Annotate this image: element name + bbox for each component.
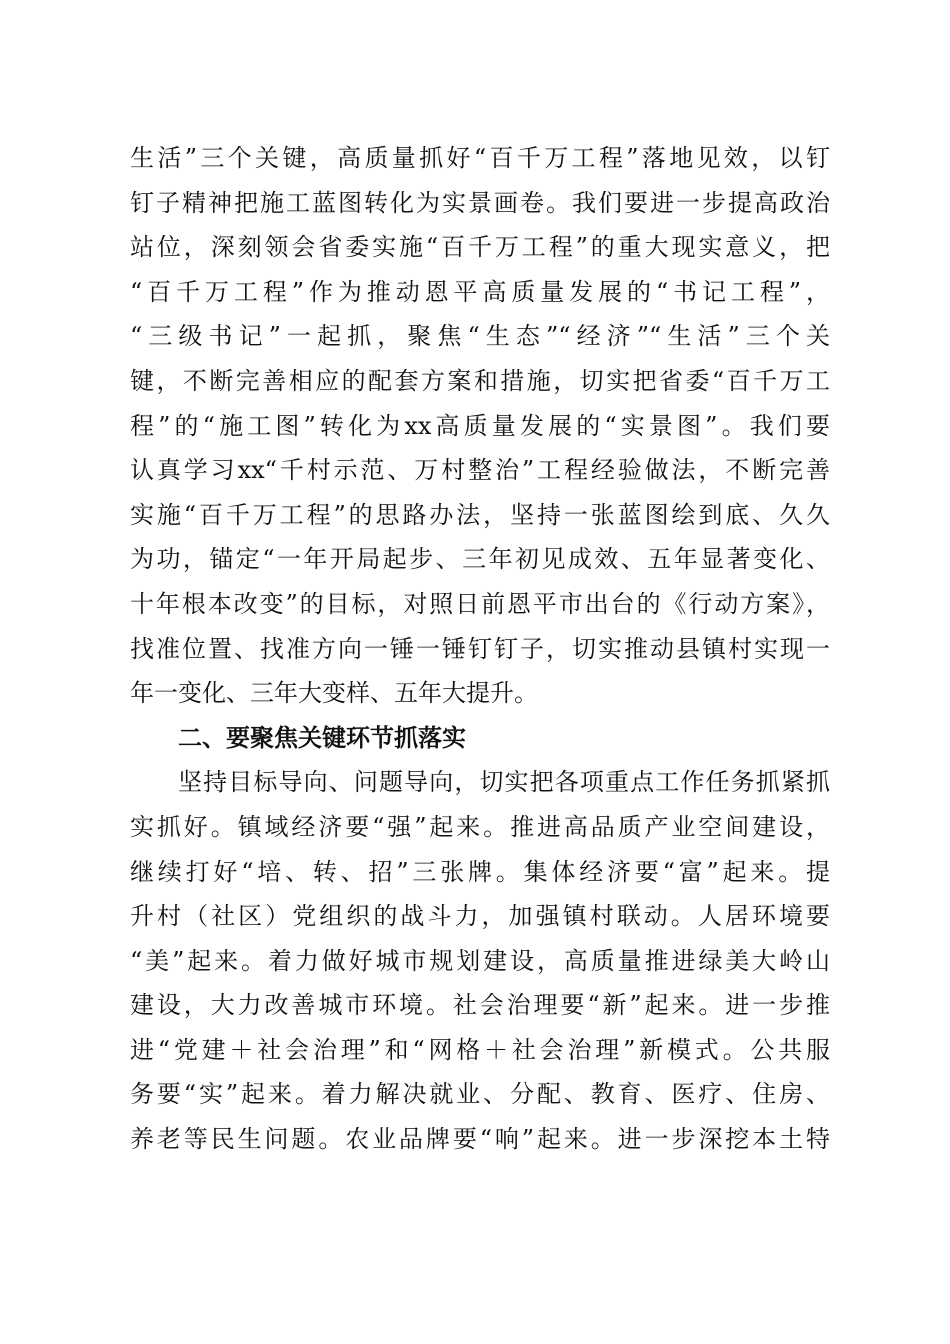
- text-line: 十年根本改变”的目标，对照日前恩平市出台的《行动方案》，: [130, 589, 830, 618]
- text-line: 建设，大力改善城市环境。社会治理要“新”起来。进一步推: [130, 991, 830, 1020]
- text-line: 年一变化、三年大变样、五年大提升。: [130, 679, 538, 708]
- text-line: “百千万工程”作为推动恩平高质量发展的“书记工程”，: [130, 277, 830, 306]
- text-line: 认真学习xx“千村示范、万村整治”工程经验做法，不断完善: [130, 456, 830, 485]
- text-line: 生活”三个关键，高质量抓好“百千万工程”落地见效，以钉: [130, 144, 830, 172]
- text-line: 为功，锚定“一年开局起步、三年初见成效、五年显著变化、: [130, 545, 830, 574]
- paragraph-2: [130, 760, 830, 1161]
- text-line: 继续打好“培、转、招”三张牌。集体经济要“富”起来。提: [130, 857, 830, 886]
- text-line: 升村（社区）党组织的战斗力，加强镇村联动。人居环境要: [130, 902, 830, 931]
- section-heading-text: 二、要聚焦关键环节抓落实: [178, 723, 466, 752]
- text-line: 坚持目标导向、问题导向，切实把各项重点工作任务抓紧抓: [178, 768, 830, 797]
- text-line: 实抓好。镇域经济要“强”起来。推进高品质产业空间建设，: [130, 812, 830, 841]
- text-line: 务要“实”起来。着力解决就业、分配、教育、医疗、住房、: [130, 1080, 830, 1109]
- text-line: 找准位置、找准方向一锤一锤钉钉子，切实推动县镇村实现一: [130, 634, 830, 663]
- text-line: 进“党建＋社会治理”和“网格＋社会治理”新模式。公共服: [130, 1035, 830, 1064]
- text-line: 站位，深刻领会省委实施“百千万工程”的重大现实意义，把: [130, 233, 830, 262]
- text-line: “三级书记”一起抓，聚焦“生态”“经济”“生活”三个关: [130, 322, 830, 351]
- text-line: 钉子精神把施工蓝图转化为实景画卷。我们要进一步提高政治: [130, 188, 830, 217]
- text-line: 养老等民生问题。农业品牌要“响”起来。进一步深挖本土特: [130, 1125, 830, 1154]
- text-line: 程”的“施工图”转化为xx高质量发展的“实景图”。我们要: [130, 411, 830, 440]
- document-body: [130, 136, 830, 1162]
- paragraph-1: [130, 136, 830, 716]
- text-line: “美”起来。着力做好城市规划建设，高质量推进绿美大岭山: [130, 946, 830, 975]
- text-line: 实施“百千万工程”的思路办法，坚持一张蓝图绘到底、久久: [130, 500, 830, 529]
- section-heading: [130, 716, 830, 761]
- text-line: 键，不断完善相应的配套方案和措施，切实把省委“百千万工: [130, 366, 830, 395]
